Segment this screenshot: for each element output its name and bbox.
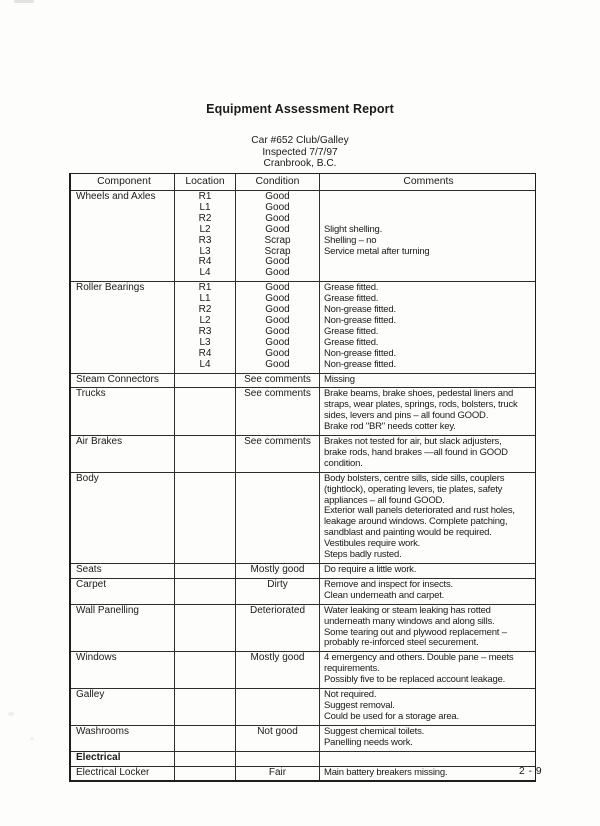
comment-line (324, 257, 533, 268)
table-row-wheels-and-axles (71, 190, 535, 281)
location-value: R1 (198, 282, 212, 294)
condition-cell (235, 752, 319, 766)
component-cell (71, 282, 174, 372)
comments-cell (319, 282, 535, 372)
condition-cell (235, 436, 319, 472)
condition-value: Deteriorated (249, 604, 306, 616)
component-cell (71, 374, 174, 388)
condition-cell (235, 652, 319, 688)
comments-cell (319, 689, 535, 725)
comments-cell (319, 652, 535, 688)
condition-value: Good (265, 282, 290, 294)
comment-line: Brake rod "BR" needs cotter key. (324, 421, 456, 433)
comment-line: Service metal after turning (324, 245, 430, 257)
comment-line: Body bolsters, centre sills, side sills, couplers (324, 472, 505, 484)
table-row-body (71, 472, 535, 563)
comment-line: brake rods, hand brakes —all found in GOOD (324, 446, 508, 458)
location-value: L1 (199, 293, 211, 305)
comment-line: Non-grease fitted. (324, 347, 396, 359)
report-table (69, 173, 536, 782)
header-location (174, 174, 235, 190)
comment-line: Water leaking or steam leaking has rotted (324, 604, 491, 616)
subtitle-location: Cranbrook, B.C. (263, 158, 337, 170)
comment-line: Grease fitted. (324, 325, 379, 337)
condition-cell (235, 564, 319, 578)
component-label: Windows (76, 652, 117, 664)
comment-line: sandblast and painting would be required. (324, 527, 492, 539)
comments-cell (319, 564, 535, 578)
comment-line: appliances – all found GOOD. (324, 494, 445, 506)
report-subtitle (0, 135, 600, 170)
component-label: Carpet (76, 578, 107, 590)
comment-line: Could be used for a storage area. (324, 710, 459, 722)
location-cell (174, 689, 235, 725)
component-label: Galley (76, 689, 105, 701)
component-cell (71, 689, 174, 725)
condition-cell (235, 605, 319, 652)
location-cell (174, 388, 235, 435)
comment-line: Non-grease fitted. (324, 358, 396, 370)
location-value: L2 (199, 314, 211, 326)
location-cell (174, 473, 235, 563)
component-label: Wall Panelling (76, 604, 139, 616)
component-cell (71, 388, 174, 435)
component-label: Trucks (76, 388, 106, 400)
comments-cell (319, 388, 535, 435)
subtitle-inspected: Inspected 7/7/97 (262, 146, 338, 158)
component-label: Washrooms (76, 725, 129, 737)
condition-value: See comments (244, 388, 311, 400)
comment-line: leakage around windows. Complete patching, (324, 516, 508, 528)
table-row-washrooms (71, 725, 535, 751)
component-cell (71, 726, 174, 751)
location-value: R2 (198, 304, 212, 316)
comment-line (324, 268, 533, 279)
comment-line: probably re-inforced steel securement. (324, 637, 479, 649)
component-cell (71, 191, 174, 281)
comment-line: Do require a little work. (324, 564, 417, 575)
condition-value: Good (265, 223, 290, 235)
header-location-label: Location (185, 176, 225, 187)
comment-line: Exterior wall panels deteriorated and rust holes, (324, 505, 515, 517)
condition-value: Scrap (264, 245, 291, 257)
condition-cell (235, 473, 319, 563)
comment-line: Suggest removal. (324, 699, 395, 711)
comments-cell (319, 473, 535, 563)
scan-artifact (8, 712, 14, 716)
scan-artifact (14, 0, 34, 3)
condition-value: Good (265, 325, 290, 337)
comment-line: straps, wear plates, springs, rods, bolsters, truck (324, 399, 518, 411)
table-row-carpet (71, 578, 535, 604)
page-number: 2 - 9 (519, 766, 543, 777)
component-label: Steam Connectors (76, 373, 159, 385)
condition-value: Good (265, 256, 290, 268)
comment-line: Steps badly rusted. (324, 549, 402, 561)
location-cell (174, 605, 235, 652)
location-cell (174, 752, 235, 766)
location-cell (174, 191, 235, 281)
condition-value: Good (265, 358, 290, 370)
condition-value: Good (265, 267, 290, 279)
component-cell (71, 473, 174, 563)
header-component (71, 174, 174, 190)
location-value: R2 (198, 212, 212, 224)
location-value: R4 (198, 347, 212, 359)
comments-cell (319, 752, 535, 766)
comments-cell (319, 436, 535, 472)
location-value: L4 (199, 358, 211, 370)
location-cell (174, 436, 235, 472)
component-cell (71, 652, 174, 688)
condition-value: Good (265, 201, 290, 213)
component-cell (71, 605, 174, 652)
location-value: R4 (198, 256, 212, 268)
location-value: R3 (198, 325, 212, 337)
comment-line: Grease fitted. (324, 293, 379, 305)
condition-cell (235, 282, 319, 372)
location-value: L2 (199, 223, 211, 235)
condition-cell (235, 388, 319, 435)
comments-cell (319, 726, 535, 751)
comment-line: Vestibules require work. (324, 538, 421, 550)
comment-line: Panelling needs work. (324, 736, 413, 748)
location-cell (174, 726, 235, 751)
condition-value: Not good (257, 725, 298, 737)
component-label: Seats (76, 564, 102, 575)
comment-line: Some tearing out and plywood replacement – (324, 626, 507, 638)
table-row-wall-panelling (71, 604, 535, 652)
comment-line: Suggest chemical toilets. (324, 725, 425, 737)
condition-cell (235, 374, 319, 388)
location-value: L3 (199, 245, 211, 257)
comments-cell (319, 605, 535, 652)
location-cell (174, 374, 235, 388)
header-condition (235, 174, 319, 190)
location-value: L4 (199, 267, 211, 279)
header-component-label: Component (97, 176, 151, 187)
location-cell (174, 652, 235, 688)
condition-value: See comments (244, 373, 311, 385)
component-label: Air Brakes (76, 436, 123, 448)
condition-cell (235, 689, 319, 725)
comment-line: Clean underneath and carpet. (324, 589, 445, 601)
component-label: Roller Bearings (76, 282, 145, 294)
condition-value: Good (265, 314, 290, 326)
comment-line: condition. (324, 457, 363, 469)
header-condition-label: Condition (255, 176, 300, 187)
comment-line: Grease fitted. (324, 282, 379, 294)
condition-value: Good (265, 336, 290, 348)
condition-cell (235, 579, 319, 604)
table-row-galley (71, 688, 535, 725)
location-value: L1 (199, 201, 211, 213)
table-row-trucks (71, 387, 535, 435)
component-cell (71, 436, 174, 472)
subtitle-car: Car #652 Club/Galley (251, 135, 349, 146)
table-row-windows (71, 651, 535, 688)
component-cell (71, 752, 174, 766)
comment-line (324, 192, 533, 203)
condition-value: See comments (244, 436, 311, 448)
condition-value: Good (265, 293, 290, 305)
condition-value: Dirty (267, 578, 288, 590)
comment-line: 4 emergency and others. Double pane – meets (324, 652, 514, 664)
comments-cell (319, 374, 535, 388)
component-label: Electrical Locker (76, 766, 150, 778)
comment-line: Possibly five to be replaced account leakage. (324, 674, 506, 686)
location-cell (174, 579, 235, 604)
scan-artifact (30, 737, 34, 740)
location-cell (174, 282, 235, 372)
component-label: Electrical (76, 751, 121, 763)
comment-line: (tightlock), operating levers, tie plates, safety (324, 483, 503, 495)
comments-cell (319, 767, 535, 781)
component-cell (71, 579, 174, 604)
table-row-seats (71, 563, 535, 578)
table-row-electrical-locker (71, 766, 535, 781)
header-comments-label: Comments (403, 176, 454, 187)
location-value: R3 (198, 234, 212, 246)
condition-value: Mostly good (250, 564, 305, 575)
condition-value: Good (265, 304, 290, 316)
condition-value: Good (265, 347, 290, 359)
condition-value: Scrap (264, 234, 291, 246)
comment-line: Shelling – no (324, 234, 377, 246)
comment-line: Grease fitted. (324, 336, 379, 348)
comment-line: Not required. (324, 689, 377, 701)
table-row-air-brakes (71, 435, 535, 472)
comments-cell (319, 191, 535, 281)
header-comments (319, 174, 535, 190)
location-cell (174, 767, 235, 781)
comment-line: Non-grease fitted. (324, 314, 396, 326)
condition-value: Good (265, 212, 290, 224)
comment-line: requirements. (324, 663, 380, 675)
condition-value: Fair (268, 766, 287, 778)
location-cell (174, 564, 235, 578)
component-label: Wheels and Axles (76, 191, 156, 202)
component-label: Body (76, 472, 99, 484)
component-cell (71, 767, 174, 781)
comment-line: Brakes not tested for air, but slack adjusters, (324, 436, 502, 448)
condition-cell (235, 767, 319, 781)
comment-line: Brake beams, brake shoes, pedestal liners and (324, 388, 514, 400)
table-row-roller-bearings (71, 281, 535, 372)
report-title: Equipment Assessment Report (206, 102, 394, 116)
table-header-row (71, 174, 535, 190)
comment-line: Non-grease fitted. (324, 304, 396, 316)
comment-line: Slight shelling. (324, 223, 383, 235)
comment-line: sides, levers and pins – all found GOOD. (324, 410, 489, 422)
condition-value: Mostly good (250, 652, 305, 664)
comment-line: Remove and inspect for insects. (324, 578, 453, 590)
condition-cell (235, 191, 319, 281)
condition-value: Good (265, 191, 290, 202)
table-row-electrical (71, 751, 535, 766)
comment-line: Main battery breakers missing. (324, 766, 448, 778)
comment-line: underneath many windows and along sills. (324, 615, 495, 627)
location-value: L3 (199, 336, 211, 348)
comment-line (324, 203, 533, 214)
location-value: R1 (198, 191, 212, 202)
condition-cell (235, 726, 319, 751)
component-cell (71, 564, 174, 578)
comment-line: Missing (324, 373, 355, 385)
table-row-steam-connectors (71, 373, 535, 388)
comments-cell (319, 579, 535, 604)
